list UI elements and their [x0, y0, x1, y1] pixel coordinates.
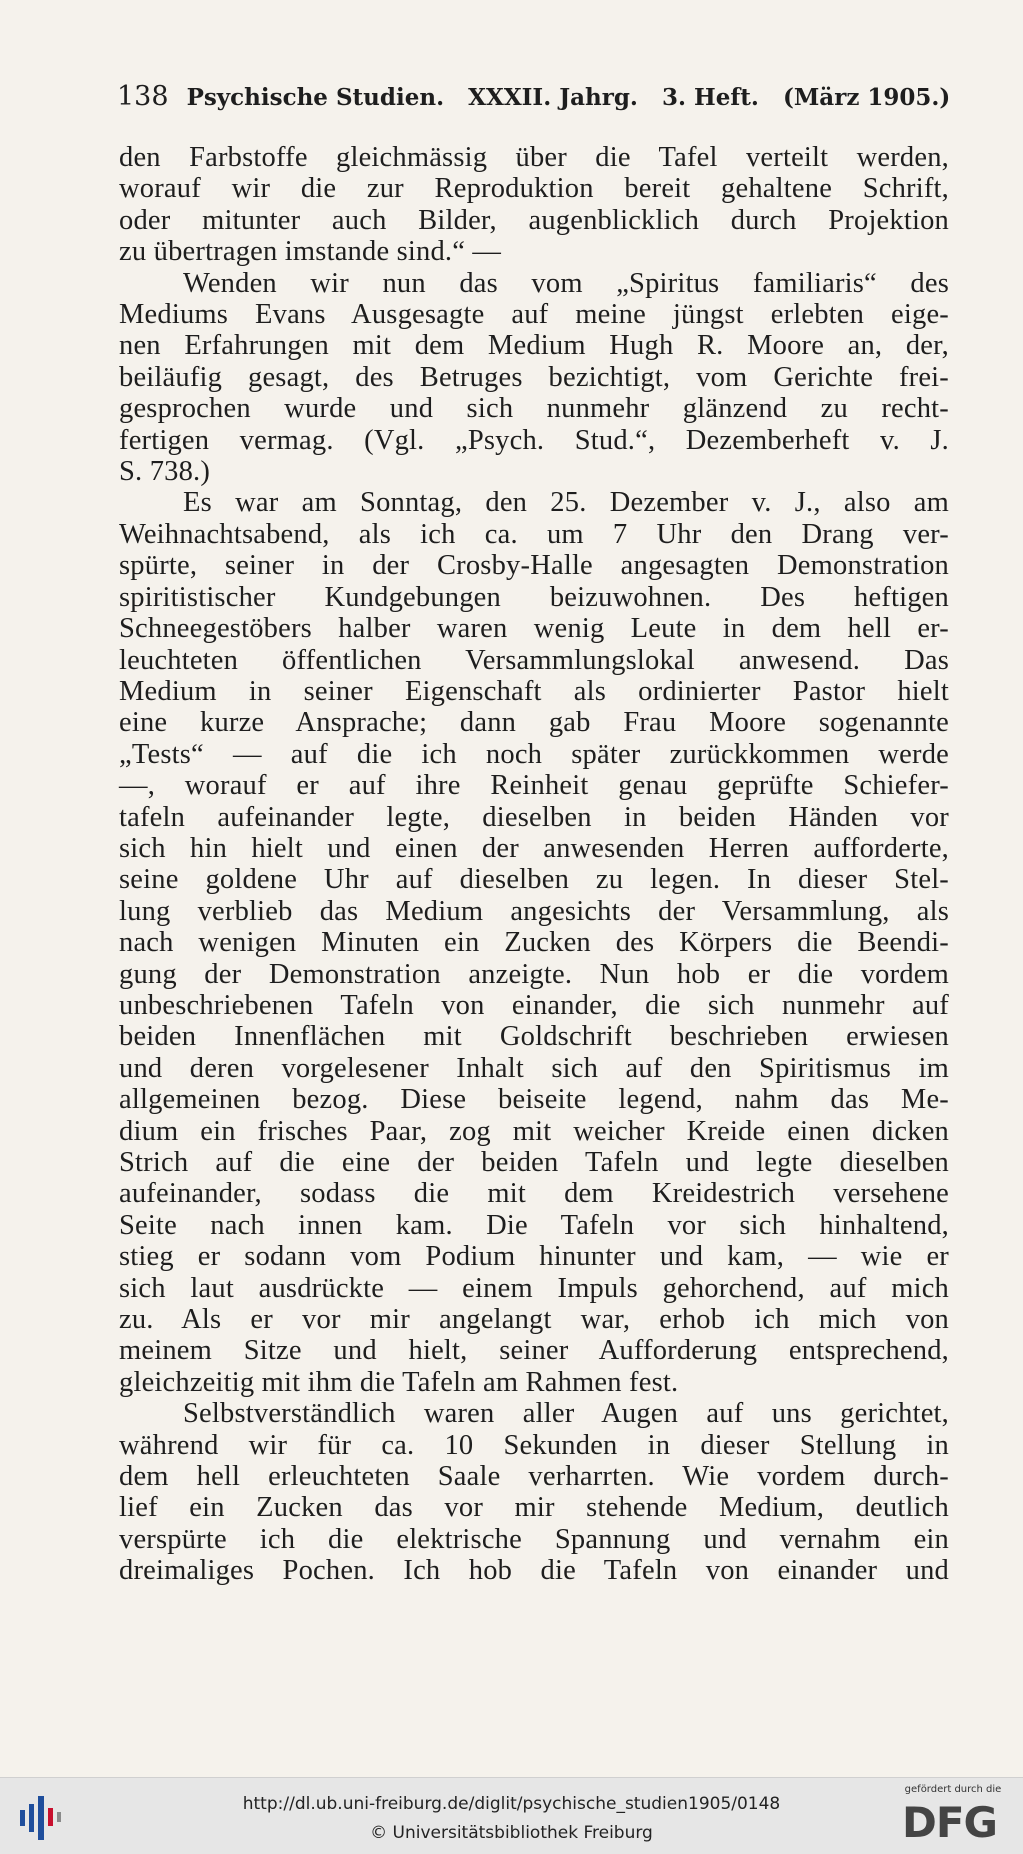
- paragraph-2: [119, 268, 949, 488]
- text-line: nen Erfahrungen mit dem Medium Hugh R. Moore an, der,: [119, 330, 949, 362]
- text-line: lief ein Zucken das vor mir stehende Medium, deutlich: [119, 1492, 949, 1524]
- text-line: zu übertragen imstande sind.“ —: [119, 236, 502, 268]
- text-line: Wenden wir nun das vom „Spiritus familiaris“ des: [183, 267, 949, 299]
- text-line: gung der Demonstration anzeigte. Nun hob er die vordem: [119, 958, 949, 990]
- text-line: beiläufig gesagt, des Betruges bezichtigt, vom Gerichte frei-: [119, 361, 949, 393]
- text-line: spürte, seiner in der Crosby-Halle angesagten Demonstration: [119, 550, 949, 582]
- text-line: sich laut ausdrückte — einem Impuls gehorchend, auf mich: [119, 1272, 949, 1304]
- text-line: Seite nach innen kam. Die Tafeln vor sich hinhaltend,: [119, 1209, 949, 1241]
- copyright-notice: © Universitätsbibliothek Freiburg: [370, 1823, 653, 1843]
- text-line: während wir für ca. 10 Sekunden in dieser Stellung in: [119, 1429, 949, 1461]
- text-line: spiritistischer Kundgebungen beizuwohnen. Des heftigen: [119, 581, 949, 613]
- text-line: aufeinander, sodass die mit dem Kreidestrich versehene: [119, 1178, 949, 1210]
- text-line: gleichzeitig mit ihm die Tafeln am Rahmen fest.: [119, 1366, 679, 1398]
- permalink-url[interactable]: http://dl.ub.uni-freiburg.de/diglit/psychische_studien1905/0148: [242, 1794, 781, 1814]
- text-line: verspürte ich die elektrische Spannung und vernahm ein: [119, 1523, 949, 1555]
- text-line: zu. Als er vor mir angelangt war, erhob ich mich von: [119, 1304, 949, 1336]
- paragraph-1: [119, 142, 949, 268]
- text-line: tafeln aufeinander legte, dieselben in beiden Händen vor: [119, 801, 949, 833]
- journal-title: Psychische Studien.: [186, 84, 445, 111]
- text-line: meinem Sitze und hielt, seiner Aufforderung entsprechend,: [119, 1335, 949, 1367]
- paragraph-4: [119, 1398, 949, 1586]
- text-line: sich hin hielt und einen der anwesenden Herren aufforderte,: [119, 832, 949, 864]
- text-line: nach wenigen Minuten ein Zucken des Körpers die Beendi-: [119, 927, 949, 959]
- text-line: gesprochen wurde und sich nunmehr glänzend zu recht-: [119, 393, 949, 425]
- text-line: „Tests“ — auf die ich noch später zurückkommen werde: [119, 738, 949, 770]
- text-line: worauf wir die zur Reproduktion bereit gehaltene Schrift,: [119, 173, 949, 205]
- issue: 3. Heft.: [661, 84, 759, 111]
- paragraph-3: [119, 487, 949, 1398]
- text-line: Selbstverständlich waren aller Augen auf uns gerichtet,: [183, 1398, 949, 1430]
- text-line: allgemeinen bezog. Diese beiseite legend, nahm das Me-: [119, 1084, 949, 1116]
- body-text: [119, 142, 949, 1587]
- text-line: und deren vorgelesener Inhalt sich auf den Spiritismus im: [119, 1052, 949, 1084]
- text-line: den Farbstoffe gleichmässig über die Tafel verteilt werden,: [119, 142, 949, 173]
- page-number: 138: [117, 81, 169, 112]
- text-line: seine goldene Uhr auf dieselben zu legen. In dieser Stel-: [119, 864, 949, 896]
- text-line: S. 738.): [119, 456, 211, 488]
- text-line: Medium in seiner Eigenschaft als ordinierter Pastor hielt: [119, 675, 949, 707]
- text-line: Strich auf die eine der beiden Tafeln und legte dieselben: [119, 1147, 949, 1178]
- running-head: [117, 80, 952, 114]
- viewer-footer: [0, 1777, 1023, 1854]
- dfg-mark: DFG: [902, 1798, 998, 1847]
- text-line: Weihnachtsabend, als ich ca. um 7 Uhr den Drang ver-: [119, 518, 949, 550]
- volume: XXXII. Jahrg.: [468, 84, 638, 111]
- text-line: lung verblieb das Medium angesichts der Versammlung, als: [119, 895, 949, 927]
- text-line: Mediums Evans Ausgesagte auf meine jüngst erlebten eige-: [119, 299, 949, 331]
- text-line: Es war am Sonntag, den 25. Dezember v. J., also am: [183, 487, 949, 519]
- text-line: —, worauf er auf ihre Reinheit genau geprüfte Schiefer-: [119, 770, 949, 802]
- text-line: fertigen vermag. (Vgl. „Psych. Stud.“, Dezemberheft v. J.: [119, 424, 949, 456]
- issue-date: (März 1905.): [782, 84, 951, 111]
- text-line: eine kurze Ansprache; dann gab Frau Moore sogenannte: [119, 707, 949, 739]
- text-line: unbeschriebenen Tafeln von einander, die sich nunmehr auf: [119, 989, 949, 1021]
- text-line: beiden Innenflächen mit Goldschrift beschrieben erwiesen: [119, 1021, 949, 1053]
- text-line: dium ein frisches Paar, zog mit weicher Kreide einen dicken: [119, 1115, 949, 1147]
- dfg-logo: [898, 1784, 1008, 1850]
- text-line: dreimaliges Pochen. Ich hob die Tafeln von einander und: [119, 1555, 949, 1587]
- dfg-caption: gefördert durch die: [904, 1784, 1002, 1795]
- text-line: oder mitunter auch Bilder, augenblicklich durch Projektion: [119, 204, 949, 236]
- text-line: stieg er sodann vom Podium hinunter und kam, — wie er: [119, 1241, 949, 1273]
- text-line: dem hell erleuchteten Saale verharrten. Wie vordem durch-: [119, 1461, 949, 1493]
- text-line: leuchteten öffentlichen Versammlungslokal anwesend. Das: [119, 644, 949, 676]
- text-line: Schneegestöbers halber waren wenig Leute in dem hell er-: [119, 613, 949, 645]
